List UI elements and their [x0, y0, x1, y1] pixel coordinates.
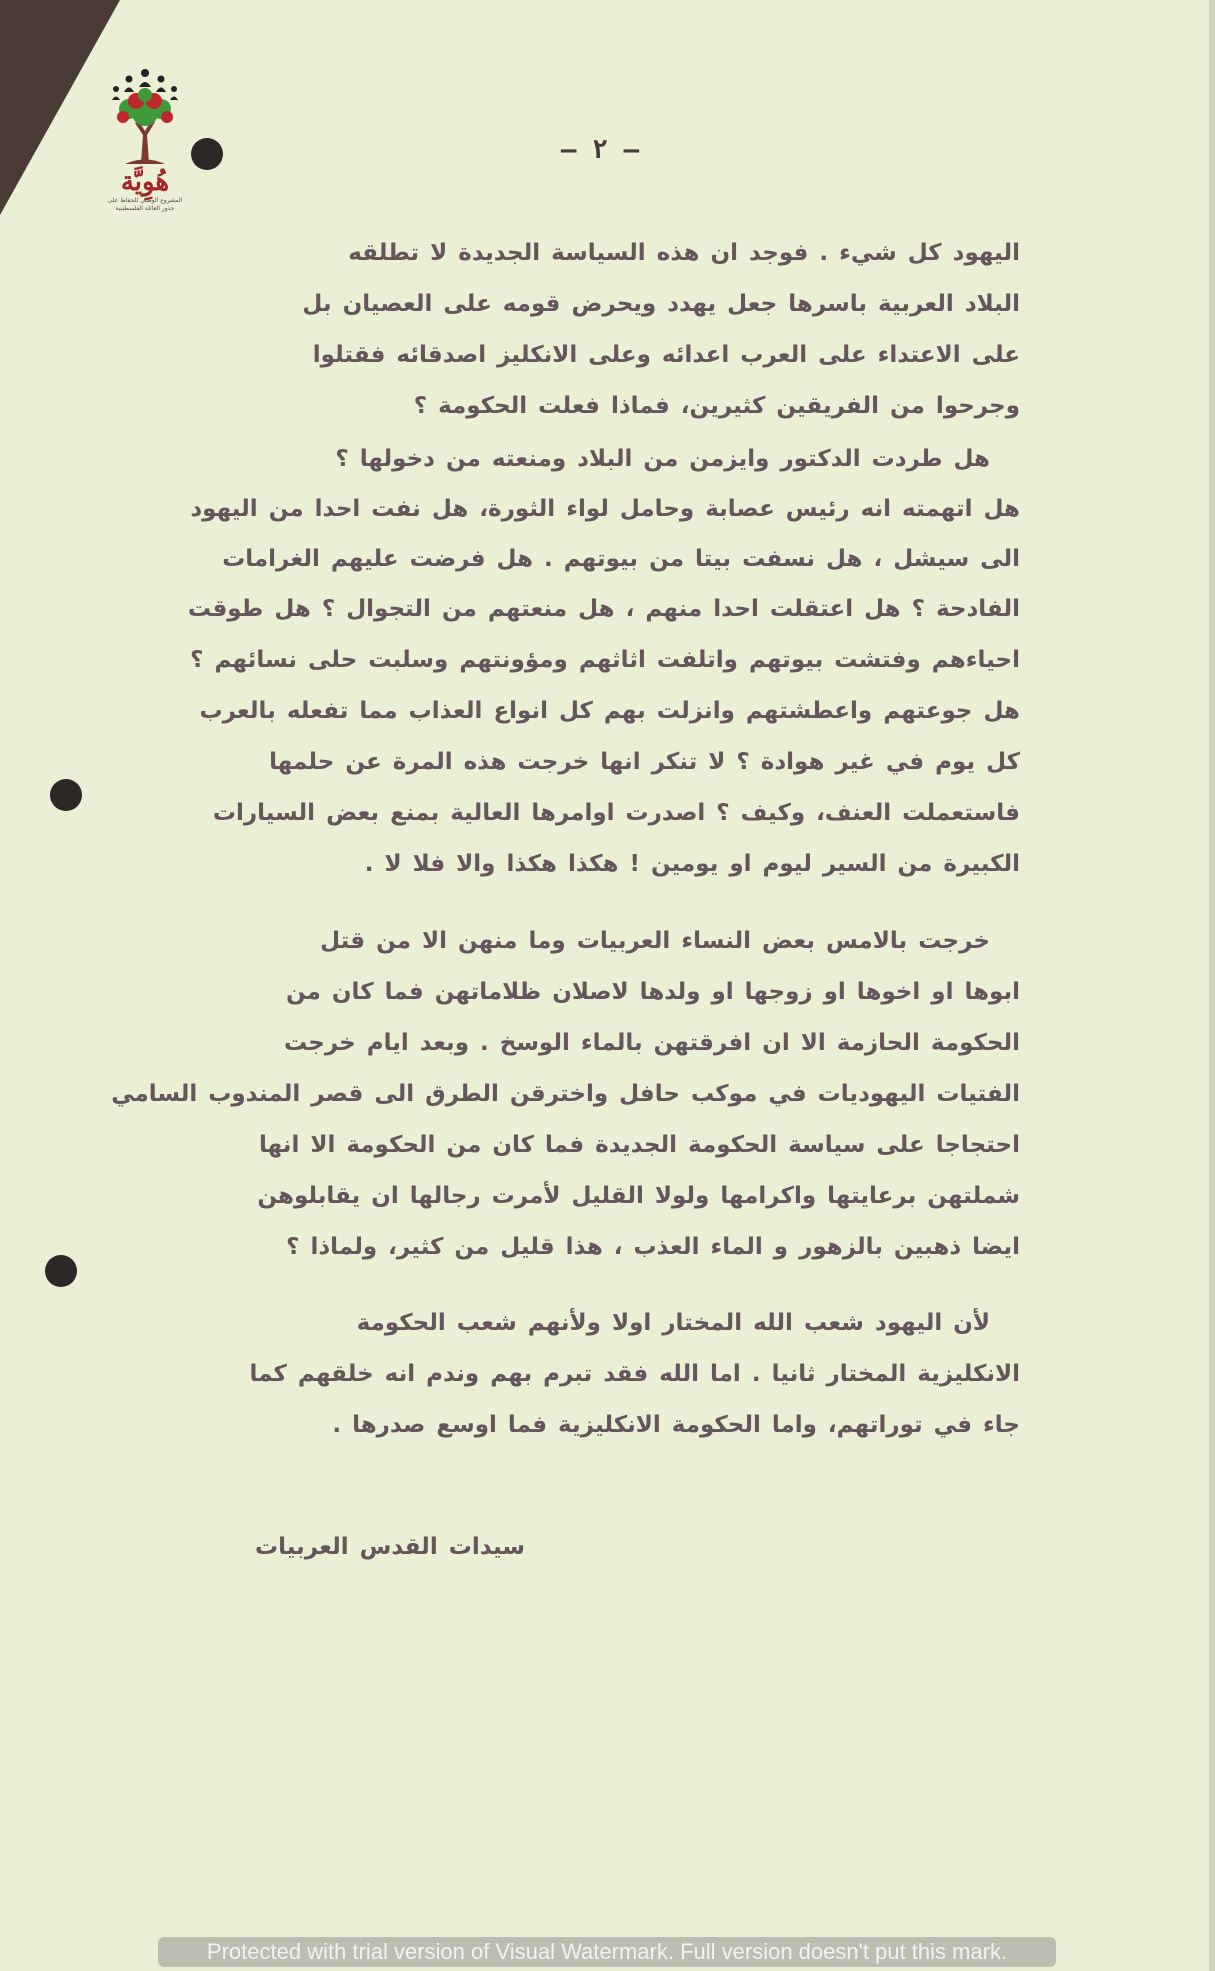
text-line: كل يوم في غير هوادة ؟ لا تنكر انها خرجت هذه المرة عن حلمها — [269, 749, 1020, 775]
page-number: — ٢ — — [560, 135, 640, 165]
text-line: خرجت بالامس بعض النساء العربيات وما منهن الا من قتل — [320, 928, 990, 954]
text-line: ايضا ذهبين بالزهور و الماء العذب ، هذا قليل من كثير، ولماذا ؟ — [286, 1234, 1020, 1260]
text-line: البلاد العربية باسرها جعل يهدد ويحرض قومه على العصيان بل — [302, 291, 1020, 317]
text-line: هل جوعتهم واعطشتهم وانزلت بهم كل انواع العذاب مما تفعله بالعرب — [199, 698, 1020, 724]
family-tree-icon — [105, 65, 185, 165]
punch-hole — [191, 138, 223, 170]
text-line: شملتهن برعايتها واكرامها ولولا القليل لأمرت رجالها ان يقابلوهن — [257, 1183, 1020, 1209]
text-line: وجرحوا من الفريقين كثيرين، فماذا فعلت الحكومة ؟ — [413, 393, 1020, 419]
logo-subtitle: جذور العائلة الفلسطينية — [115, 205, 175, 212]
text-line: فاستعملت العنف، وكيف ؟ اصدرت اوامرها العالية بمنع بعض السيارات — [212, 800, 1020, 826]
text-line: الكبيرة من السير ليوم او يومين ! هكذا هكذا والا فلا لا . — [364, 851, 1020, 877]
punch-hole — [50, 779, 82, 811]
text-line: الى سيشل ، هل نسفت بيتا من بيوتهم . هل فرضت عليهم الغرامات — [222, 546, 1020, 572]
text-line: الفادحة ؟ هل اعتقلت احدا منهم ، هل منعتهم من التجوال ؟ هل طوقت — [187, 596, 1020, 622]
text-line: اليهود كل شيء . فوجد ان هذه السياسة الجديدة لا تطلقه — [348, 240, 1020, 266]
text-line: على الاعتداء على العرب اعدائه وعلى الانكليز اصدقائه فقتلوا — [312, 342, 1020, 368]
text-line: ابوها او اخوها او زوجها او ولدها لاصلان ظلاماتهن فما كان من — [285, 979, 1020, 1005]
text-line: هل اتهمته انه رئيس عصابة وحامل لواء الثورة، هل نفت احدا من اليهود — [190, 496, 1020, 522]
text-line: احياءهم وفتشت بيوتهم واتلفت اثاثهم ومؤونتهم وسلبت حلى نسائهم ؟ — [190, 647, 1020, 673]
paper-edge — [1209, 0, 1215, 1971]
text-line: الانكليزية المختار ثانيا . اما الله فقد تبرم بهم وندم انه خلقهم كما — [249, 1361, 1020, 1387]
punch-hole — [45, 1255, 77, 1287]
text-line: هل طردت الدكتور وايزمن من البلاد ومنعته من دخولها ؟ — [335, 446, 990, 472]
logo-subtitle: المشروع الوطني للحفاظ على — [107, 197, 183, 204]
text-line: احتجاجا على سياسة الحكومة الجديدة فما كان من الحكومة الا انها — [258, 1132, 1020, 1158]
text-line: الفتيات اليهوديات في موكب حافل واخترقن الطرق الى قصر المندوب السامي — [111, 1081, 1020, 1107]
signature: سيدات القدس العربيات — [255, 1534, 525, 1560]
watermark-banner: Protected with trial version of Visual Watermark. Full version doesn't put this mark. — [158, 1937, 1056, 1967]
hawiya-logo — [95, 65, 195, 240]
text-line: الحكومة الحازمة الا ان افرقتهن بالماء الوسخ . وبعد ايام خرجت — [283, 1030, 1020, 1056]
text-line: لأن اليهود شعب الله المختار اولا ولأنهم شعب الحكومة — [356, 1310, 990, 1336]
text-line: جاء في توراتهم، واما الحكومة الانكليزية فما اوسع صدرها . — [332, 1412, 1020, 1438]
logo-title: هُوِيَّة — [120, 167, 170, 197]
